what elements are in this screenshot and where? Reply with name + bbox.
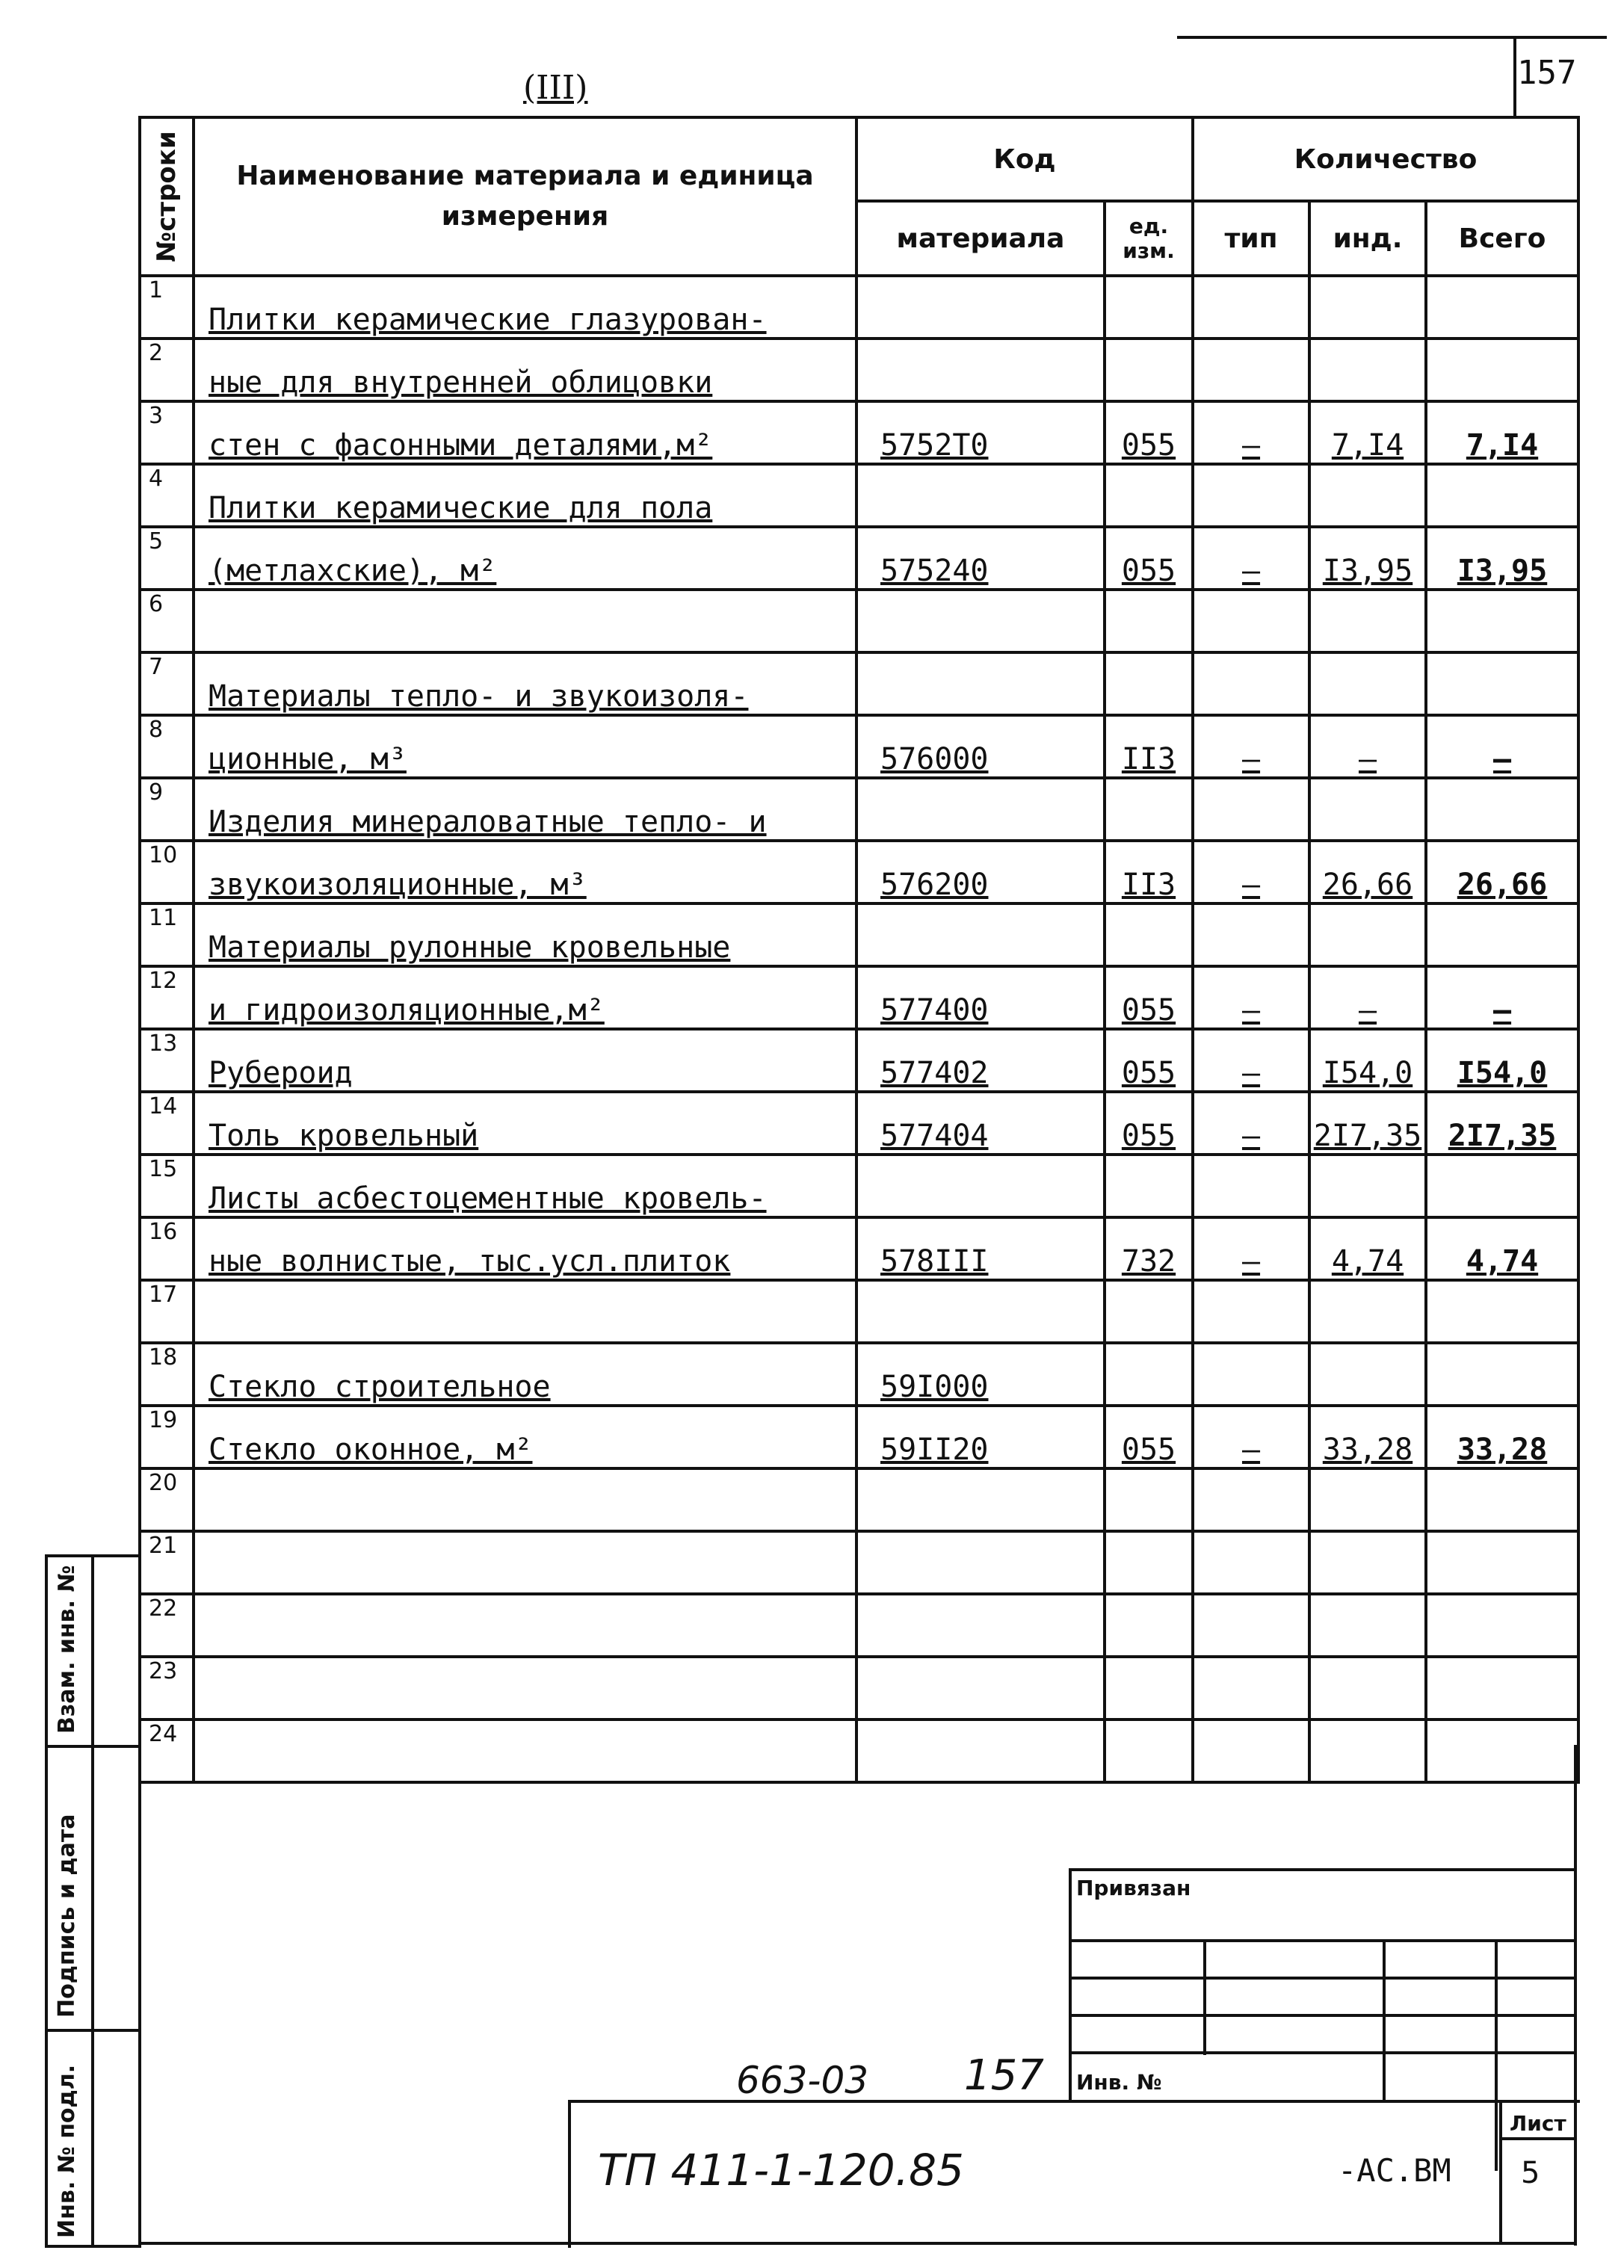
quantity-typ-cell: – xyxy=(1193,966,1309,1029)
quantity-ind-cell xyxy=(1309,339,1426,401)
unit-code-cell xyxy=(1105,1280,1193,1343)
material-name-cell: Стекло строительное xyxy=(194,1343,856,1406)
quantity-total-cell: 33,28 xyxy=(1426,1406,1578,1468)
quantity-ind-cell: 33,28 xyxy=(1309,1406,1426,1468)
quantity-typ-cell xyxy=(1193,1468,1309,1531)
row-number-cell: 8 xyxy=(140,715,194,778)
row-number-cell: 12 xyxy=(140,966,194,1029)
quantity-total-cell: 2I7,35 xyxy=(1426,1092,1578,1155)
unit-code-cell xyxy=(1105,903,1193,966)
material-code-cell: 576000 xyxy=(856,715,1105,778)
quantity-total-cell xyxy=(1426,1657,1578,1719)
quantity-total-cell xyxy=(1426,1468,1578,1531)
material-name-cell xyxy=(194,1531,856,1594)
quantity-typ-cell xyxy=(1193,276,1309,339)
header-row-number: №строки xyxy=(140,117,194,276)
table-row xyxy=(140,276,1578,339)
material-code-cell xyxy=(856,778,1105,841)
material-name-cell xyxy=(194,1594,856,1657)
unit-code-cell: 732 xyxy=(1105,1217,1193,1280)
frame-left-border xyxy=(138,1745,141,2246)
table-row xyxy=(140,1280,1578,1343)
table-row xyxy=(140,401,1578,464)
quantity-typ-cell: – xyxy=(1193,1406,1309,1468)
quantity-ind-cell xyxy=(1309,1531,1426,1594)
quantity-typ-cell: – xyxy=(1193,1029,1309,1092)
material-name-cell: Толь кровельный xyxy=(194,1092,856,1155)
material-name-cell xyxy=(194,1468,856,1531)
material-code-cell xyxy=(856,590,1105,652)
quantity-typ-cell: – xyxy=(1193,401,1309,464)
table-row xyxy=(140,527,1578,590)
inventory-number-label: Инв. № xyxy=(1076,2070,1162,2095)
material-code-cell xyxy=(856,1594,1105,1657)
project-designation: ТП 411-1-120.85 xyxy=(598,2145,964,2196)
quantity-typ-cell: – xyxy=(1193,715,1309,778)
row-number-cell: 5 xyxy=(140,527,194,590)
privyazan-label: Привязан xyxy=(1076,1876,1191,1900)
table-row xyxy=(140,1468,1578,1531)
material-code-cell: 5752Т0 xyxy=(856,401,1105,464)
material-name-cell xyxy=(194,1280,856,1343)
quantity-total-cell xyxy=(1426,464,1578,527)
header-code-group: Код xyxy=(856,117,1193,201)
material-code-cell xyxy=(856,1468,1105,1531)
row-number-cell: 21 xyxy=(140,1531,194,1594)
table-row xyxy=(140,1657,1578,1719)
quantity-ind-cell: I54,0 xyxy=(1309,1029,1426,1092)
quantity-typ-cell xyxy=(1193,1155,1309,1217)
header-qty-ind: инд. xyxy=(1309,201,1426,276)
unit-code-cell xyxy=(1105,778,1193,841)
side-label-vzam-inv: Взам. инв. № xyxy=(54,1565,80,1734)
quantity-ind-cell: 26,66 xyxy=(1309,841,1426,903)
material-name-cell: ные для внутренней облицовки xyxy=(194,339,856,401)
material-code-cell: 575240 xyxy=(856,527,1105,590)
material-name-cell: звукоизоляционные, м³ xyxy=(194,841,856,903)
unit-code-cell: II3 xyxy=(1105,841,1193,903)
unit-code-cell xyxy=(1105,652,1193,715)
page-number-divider xyxy=(1513,36,1516,118)
quantity-ind-cell: – xyxy=(1309,715,1426,778)
quantity-ind-cell: – xyxy=(1309,966,1426,1029)
material-code-cell: 577400 xyxy=(856,966,1105,1029)
table-row xyxy=(140,778,1578,841)
row-number-cell: 6 xyxy=(140,590,194,652)
table-row xyxy=(140,1029,1578,1092)
row-number-cell: 2 xyxy=(140,339,194,401)
quantity-ind-cell: I3,95 xyxy=(1309,527,1426,590)
quantity-total-cell xyxy=(1426,1155,1578,1217)
row-number-cell: 15 xyxy=(140,1155,194,1217)
header-code-unit: ед. изм. xyxy=(1105,201,1193,276)
header-code-material: материала xyxy=(856,201,1105,276)
material-name-cell: Листы асбестоцементные кровель- xyxy=(194,1155,856,1217)
table-row xyxy=(140,1217,1578,1280)
material-code-cell: 59I000 xyxy=(856,1343,1105,1406)
material-code-cell: 576200 xyxy=(856,841,1105,903)
quantity-typ-cell xyxy=(1193,339,1309,401)
page-number: 157 xyxy=(1517,54,1577,92)
quantity-total-cell: 26,66 xyxy=(1426,841,1578,903)
handwritten-number: 157 xyxy=(964,2051,1044,2100)
quantity-typ-cell xyxy=(1193,590,1309,652)
header-quantity-group: Количество xyxy=(1193,117,1578,201)
material-name-cell: и гидроизоляционные,м² xyxy=(194,966,856,1029)
unit-code-cell: 055 xyxy=(1105,966,1193,1029)
unit-code-cell xyxy=(1105,339,1193,401)
table-row xyxy=(140,1092,1578,1155)
header-qty-typ: тип xyxy=(1193,201,1309,276)
unit-code-cell xyxy=(1105,1343,1193,1406)
quantity-total-cell: 7,I4 xyxy=(1426,401,1578,464)
material-code-cell: 578III xyxy=(856,1217,1105,1280)
quantity-ind-cell: 4,74 xyxy=(1309,1217,1426,1280)
quantity-ind-cell xyxy=(1309,903,1426,966)
quantity-ind-cell xyxy=(1309,652,1426,715)
unit-code-cell xyxy=(1105,1155,1193,1217)
quantity-ind-cell xyxy=(1309,1280,1426,1343)
quantity-typ-cell xyxy=(1193,652,1309,715)
material-name-cell xyxy=(194,590,856,652)
material-code-cell xyxy=(856,903,1105,966)
row-number-cell: 9 xyxy=(140,778,194,841)
quantity-ind-cell xyxy=(1309,276,1426,339)
unit-code-cell: 055 xyxy=(1105,1092,1193,1155)
row-number-cell: 19 xyxy=(140,1406,194,1468)
quantity-total-cell xyxy=(1426,276,1578,339)
table-row xyxy=(140,1155,1578,1217)
unit-code-cell xyxy=(1105,1657,1193,1719)
quantity-ind-cell xyxy=(1309,464,1426,527)
material-name-cell: Плитки керамические для пола xyxy=(194,464,856,527)
top-rule xyxy=(1177,36,1607,39)
quantity-ind-cell: 7,I4 xyxy=(1309,401,1426,464)
table-row xyxy=(140,652,1578,715)
quantity-total-cell xyxy=(1426,903,1578,966)
quantity-ind-cell xyxy=(1309,1594,1426,1657)
row-number-cell: 23 xyxy=(140,1657,194,1719)
quantity-ind-cell xyxy=(1309,1657,1426,1719)
material-code-cell: 577404 xyxy=(856,1092,1105,1155)
table-row xyxy=(140,903,1578,966)
header-qty-total: Всего xyxy=(1426,201,1578,276)
row-number-cell: 16 xyxy=(140,1217,194,1280)
quantity-total-cell: 4,74 xyxy=(1426,1217,1578,1280)
material-code-cell xyxy=(856,1531,1105,1594)
quantity-total-cell xyxy=(1426,652,1578,715)
table-row xyxy=(140,590,1578,652)
material-code-cell xyxy=(856,464,1105,527)
material-name-cell: Материалы тепло- и звукоизоля- xyxy=(194,652,856,715)
quantity-total-cell xyxy=(1426,778,1578,841)
quantity-typ-cell: – xyxy=(1193,527,1309,590)
quantity-total-cell: – xyxy=(1426,715,1578,778)
unit-code-cell xyxy=(1105,1468,1193,1531)
title-block-sheet-divider xyxy=(1499,2100,1502,2245)
row-number-cell: 4 xyxy=(140,464,194,527)
unit-code-cell xyxy=(1105,1531,1193,1594)
row-number-cell: 7 xyxy=(140,652,194,715)
row-number-cell: 22 xyxy=(140,1594,194,1657)
table-row xyxy=(140,1594,1578,1657)
quantity-total-cell: I54,0 xyxy=(1426,1029,1578,1092)
row-number-cell: 18 xyxy=(140,1343,194,1406)
row-number-cell: 14 xyxy=(140,1092,194,1155)
material-name-cell: ционные, м³ xyxy=(194,715,856,778)
side-label-inv-podl: Инв. № подл. xyxy=(54,2064,80,2238)
quantity-typ-cell xyxy=(1193,1280,1309,1343)
quantity-total-cell xyxy=(1426,1280,1578,1343)
row-number-cell: 1 xyxy=(140,276,194,339)
title-block-sheet-rule xyxy=(1499,2137,1577,2140)
unit-code-cell xyxy=(1105,276,1193,339)
row-number-cell: 20 xyxy=(140,1468,194,1531)
quantity-ind-cell xyxy=(1309,1155,1426,1217)
material-code-cell xyxy=(856,276,1105,339)
row-number-cell: 13 xyxy=(140,1029,194,1092)
quantity-typ-cell: – xyxy=(1193,841,1309,903)
unit-code-cell: 055 xyxy=(1105,1029,1193,1092)
material-code-cell: 577402 xyxy=(856,1029,1105,1092)
table-row xyxy=(140,1531,1578,1594)
quantity-ind-cell xyxy=(1309,1719,1426,1782)
unit-code-cell xyxy=(1105,1594,1193,1657)
quantity-typ-cell xyxy=(1193,778,1309,841)
material-code-cell xyxy=(856,652,1105,715)
material-name-cell xyxy=(194,1719,856,1782)
material-code-cell xyxy=(856,1280,1105,1343)
quantity-ind-cell xyxy=(1309,1343,1426,1406)
quantity-ind-cell xyxy=(1309,1468,1426,1531)
quantity-typ-cell: – xyxy=(1193,1092,1309,1155)
material-name-cell: Изделия минераловатные тепло- и xyxy=(194,778,856,841)
row-number-cell: 24 xyxy=(140,1719,194,1782)
table-row xyxy=(140,1343,1578,1406)
table-row xyxy=(140,1406,1578,1468)
row-number-cell: 17 xyxy=(140,1280,194,1343)
material-name-cell: ные волнистые, тыс.усл.плиток xyxy=(194,1217,856,1280)
unit-code-cell xyxy=(1105,590,1193,652)
table-row xyxy=(140,1719,1578,1782)
table-row xyxy=(140,966,1578,1029)
quantity-ind-cell xyxy=(1309,590,1426,652)
material-code-cell xyxy=(856,1155,1105,1217)
handwritten-code: 663-03 xyxy=(736,2059,869,2102)
quantity-total-cell xyxy=(1426,590,1578,652)
quantity-total-cell xyxy=(1426,1594,1578,1657)
material-code-cell xyxy=(856,1657,1105,1719)
material-code-cell xyxy=(856,1719,1105,1782)
sheet-label: Лист xyxy=(1510,2111,1566,2136)
material-name-cell: Плитки керамические глазурован- xyxy=(194,276,856,339)
quantity-typ-cell xyxy=(1193,1531,1309,1594)
quantity-typ-cell xyxy=(1193,903,1309,966)
section-roman-numeral: (III) xyxy=(523,69,588,107)
quantity-ind-cell xyxy=(1309,778,1426,841)
materials-table xyxy=(138,116,1580,1784)
quantity-total-cell xyxy=(1426,339,1578,401)
material-name-cell: Рубероид xyxy=(194,1029,856,1092)
material-code-cell: 59II20 xyxy=(856,1406,1105,1468)
side-stamp-inner-line xyxy=(91,1554,94,2245)
quantity-ind-cell: 2I7,35 xyxy=(1309,1092,1426,1155)
unit-code-cell xyxy=(1105,1719,1193,1782)
quantity-typ-cell xyxy=(1193,1343,1309,1406)
material-name-cell xyxy=(194,1657,856,1719)
material-name-cell: стен с фасонными деталями,м² xyxy=(194,401,856,464)
unit-code-cell: II3 xyxy=(1105,715,1193,778)
table-row xyxy=(140,841,1578,903)
unit-code-cell xyxy=(1105,464,1193,527)
quantity-total-cell xyxy=(1426,1343,1578,1406)
material-code-cell xyxy=(856,339,1105,401)
quantity-total-cell: – xyxy=(1426,966,1578,1029)
table-row xyxy=(140,339,1578,401)
table-row xyxy=(140,715,1578,778)
quantity-typ-cell: – xyxy=(1193,1217,1309,1280)
table-row xyxy=(140,464,1578,527)
row-number-cell: 11 xyxy=(140,903,194,966)
unit-code-cell: 055 xyxy=(1105,401,1193,464)
material-name-cell: (метлахские), м² xyxy=(194,527,856,590)
header-material-name: Наименование материала и единица измерения xyxy=(194,117,856,276)
sheet-code: -АС.ВМ xyxy=(1338,2152,1451,2189)
row-number-cell: 3 xyxy=(140,401,194,464)
quantity-total-cell: I3,95 xyxy=(1426,527,1578,590)
quantity-typ-cell xyxy=(1193,1594,1309,1657)
quantity-typ-cell xyxy=(1193,464,1309,527)
quantity-total-cell xyxy=(1426,1719,1578,1782)
quantity-total-cell xyxy=(1426,1531,1578,1594)
material-name-cell: Стекло оконное, м² xyxy=(194,1406,856,1468)
quantity-typ-cell xyxy=(1193,1719,1309,1782)
material-name-cell: Материалы рулонные кровельные xyxy=(194,903,856,966)
side-label-podpis-data: Подпись и дата xyxy=(54,1814,80,2018)
quantity-typ-cell xyxy=(1193,1657,1309,1719)
row-number-cell: 10 xyxy=(140,841,194,903)
unit-code-cell: 055 xyxy=(1105,1406,1193,1468)
sheet-number: 5 xyxy=(1521,2156,1540,2190)
unit-code-cell: 055 xyxy=(1105,527,1193,590)
title-block-grid xyxy=(1069,1868,1577,2100)
